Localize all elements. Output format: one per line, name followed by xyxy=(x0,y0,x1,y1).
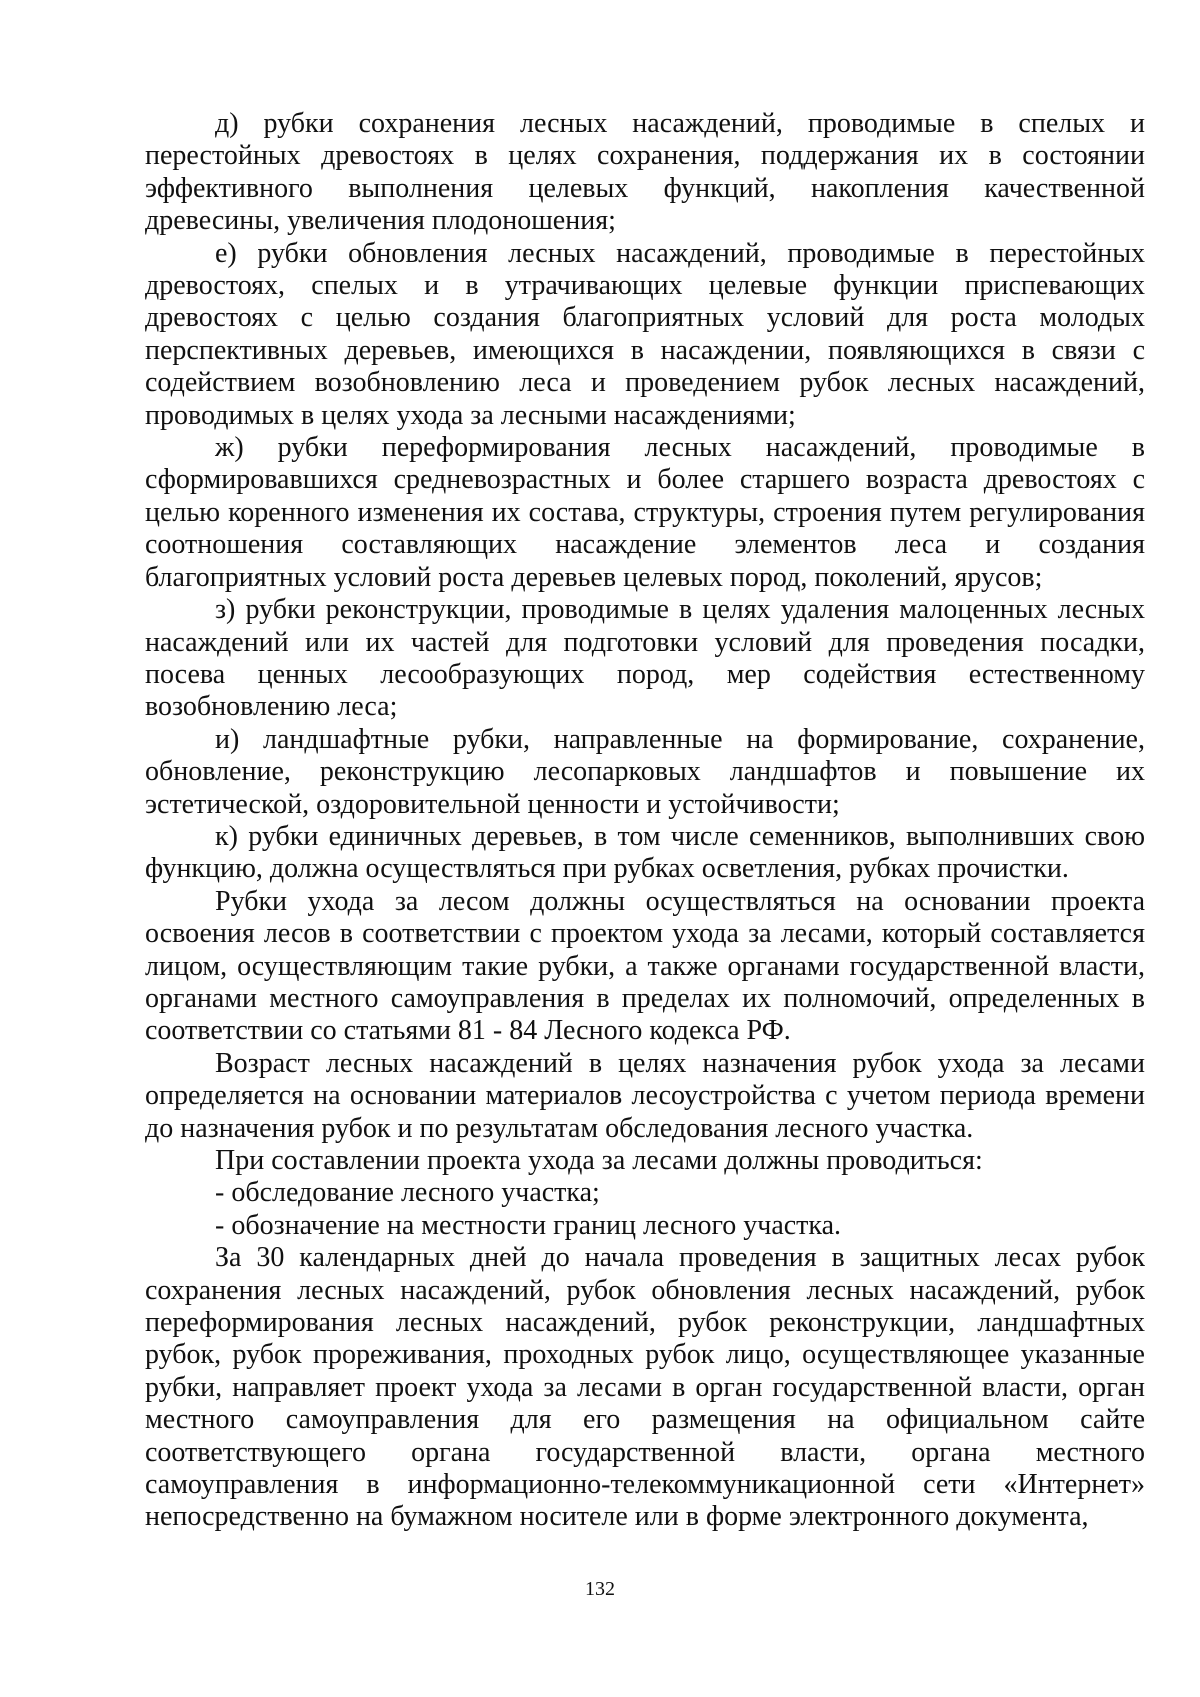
paragraph-zh: ж) рубки переформирования лесных насаждений, проводимые в сформировавшихся средневозрастных и более старшего возраста древостоях с целью коренного изменения их состава, структуры, строения путем регулирования соотношения составляющих насаждение элементов леса и создания благоприятных условий роста деревьев целевых пород, поколений, ярусов; xyxy=(145,432,1145,593)
list-item-survey: - обследование лесного участка; xyxy=(215,1177,600,1209)
paragraph-thinning-basis: Рубки ухода за лесом должны осуществляться на основании проекта освоения лесов в соответствии с проектом ухода за лесами, который составляется лицом, осуществляющим такие рубки, а также органами государственной власти, органами местного самоуправления в пределах их полномочий, определенных в соответствии со статьями 81 - 84 Лесного кодекса РФ. xyxy=(145,885,1145,1047)
paragraph-k: к) рубки единичных деревьев, в том числе семенников, выполнивших свою функцию, должна осуществляться при рубках осветления, рубках прочистки. xyxy=(145,820,1145,885)
paragraph-project-requirements: При составлении проекта ухода за лесами должны проводиться: xyxy=(215,1145,983,1176)
document-body xyxy=(145,108,1145,1534)
paragraph-z: з) рубки реконструкции, проводимые в целях удаления малоценных лесных насаждений или их частей для подготовки условий для проведения посадки, посева ценных лесообразующих пород, мер содействия естественному возобновлению леса; xyxy=(145,594,1145,723)
paragraph-stand-age: Возраст лесных насаждений в целях назначения рубок ухода за лесами определяется на основании материалов лесоустройства с учетом периода времени до назначения рубок и по результатам обследования лесного участка. xyxy=(145,1047,1145,1144)
list-item-boundary-marking: - обозначение на местности границ лесного участка. xyxy=(215,1209,842,1241)
paragraph-d: д) рубки сохранения лесных насаждений, проводимые в спелых и перестойных древостоях в целях сохранения, поддержания их в состоянии эффективного выполнения целевых функций, накопления качественной древесины, увеличения плодоношения; xyxy=(145,108,1145,237)
paragraph-i: и) ландшафтные рубки, направленные на формирование, сохранение, обновление, реконструкцию лесопарковых ландшафтов и повышение их эстетической, оздоровительной ценности и устойчивости; xyxy=(145,723,1145,820)
paragraph-e: е) рубки обновления лесных насаждений, проводимые в перестойных древостоях, спелых и в утрачивающих целевые функции приспевающих древостоях с целью создания благоприятных условий для роста молодых перспективных деревьев, имеющихся в насаждении, появляющихся в связи с содействием возобновлению леса и проведением рубок лесных насаждений, проводимых в целях ухода за лесными насаждениями; xyxy=(145,237,1145,431)
page-number: 132 xyxy=(585,1578,615,1600)
paragraph-30-days-notice: За 30 календарных дней до начала проведения в защитных лесах рубок сохранения лесных насаждений, рубок обновления лесных насаждений, рубок переформирования лесных насаждений, рубок реконструкции, ландшафтных рубок, рубок прореживания, проходных рубок лицо, осуществляющее указанные рубки, направляет проект ухода за лесами в орган государственной власти, орган местного самоуправления для его размещения на официальном сайте соответствующего органа государственной власти, органа местного самоуправления в информационно-телекоммуникационной сети «Интернет» непосредственно на бумажном носителе или в форме электронного документа, xyxy=(145,1242,1145,1533)
